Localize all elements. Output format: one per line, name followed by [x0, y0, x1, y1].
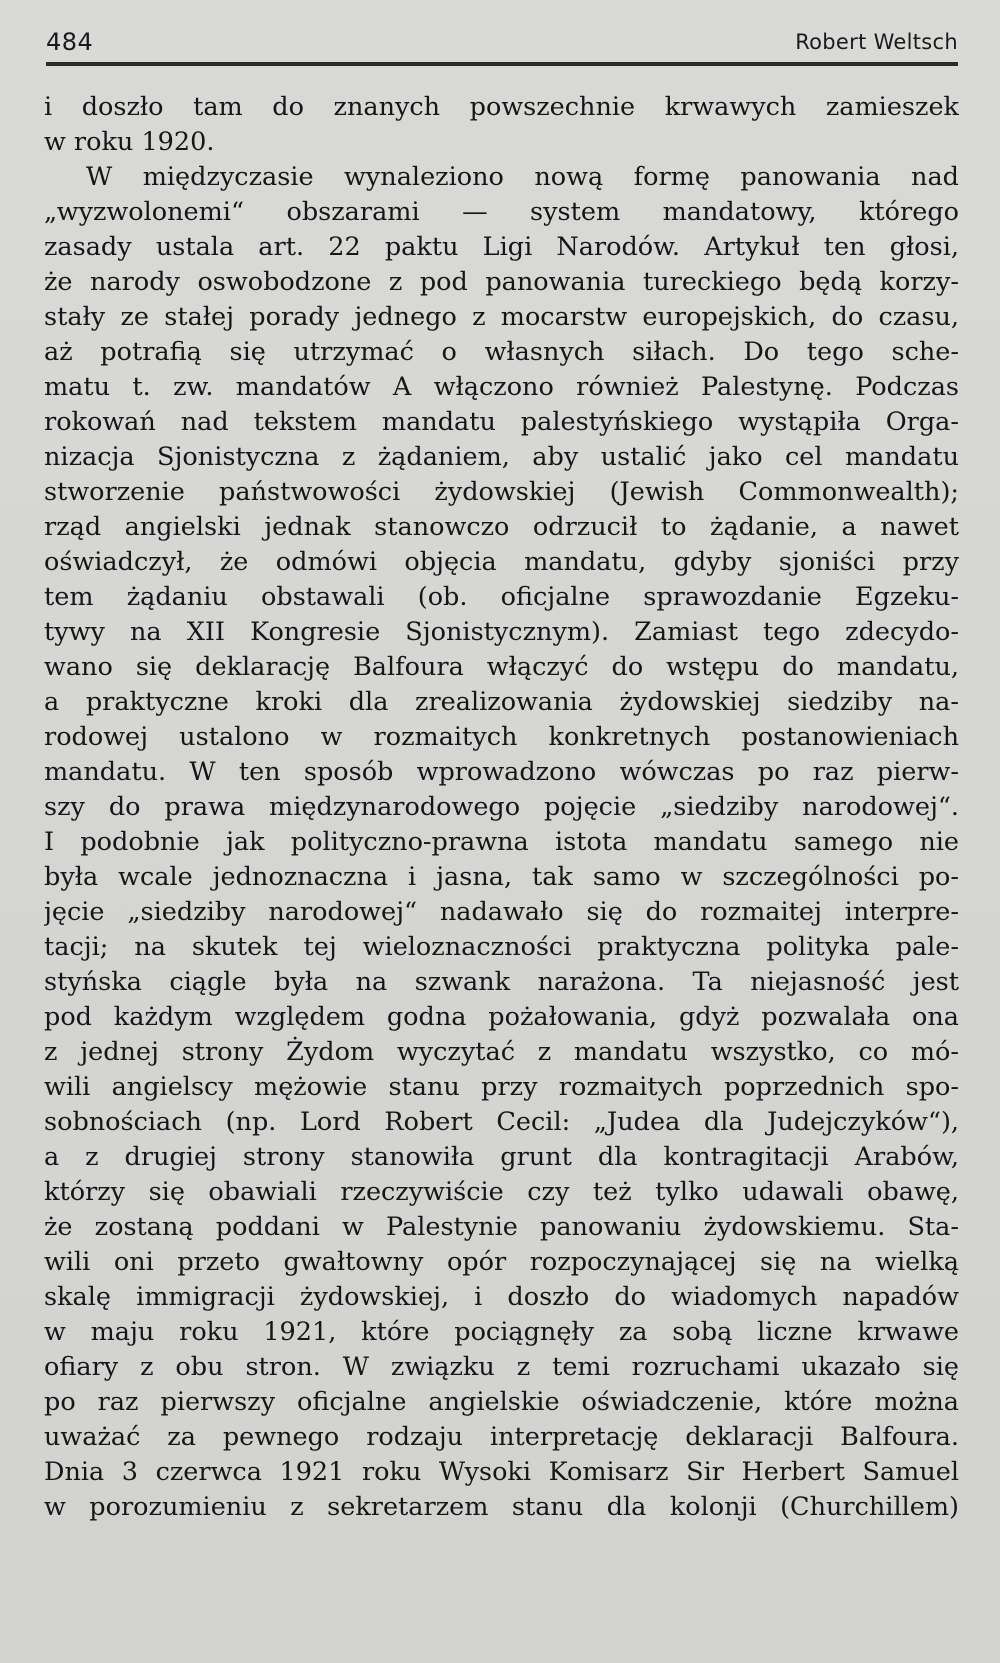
text-line: była wcale jednoznaczna i jasna, tak samo w szczególności po- — [44, 862, 959, 892]
text-line: jęcie „siedziby narodowej“ nadawało się do rozmaitej interpre- — [44, 897, 959, 927]
text-line: wili angielscy mężowie stanu przy rozmaitych poprzednich spo- — [44, 1072, 959, 1102]
text-line: W międzyczasie wynaleziono nową formę panowania nad — [86, 162, 959, 192]
text-line: tywy na XII Kongresie Sjonistycznym). Zamiast tego zdecydo- — [44, 617, 959, 647]
text-line: rodowej ustalono w rozmaitych konkretnych postanowieniach — [44, 722, 959, 752]
text-line: wili oni przeto gwałtowny opór rozpoczynającej się na wielką — [44, 1247, 959, 1277]
text-line: ofiary z obu stron. W związku z temi rozruchami ukazało się — [44, 1352, 959, 1382]
text-line: oświadczył, że odmówi objęcia mandatu, gdyby sjoniści przy — [44, 547, 959, 577]
text-line: zasady ustala art. 22 paktu Ligi Narodów. Artykuł ten głosi, — [44, 232, 959, 262]
running-head: Robert Weltsch — [795, 30, 958, 54]
text-line: uważać za pewnego rodzaju interpretację deklaracji Balfoura. — [44, 1422, 959, 1452]
text-line: z jednej strony Żydom wyczytać z mandatu wszystko, co mó- — [44, 1037, 959, 1067]
text-line: po raz pierwszy oficjalne angielskie oświadczenie, które można — [44, 1387, 959, 1417]
text-line: w maju roku 1921, które pociągnęły za sobą liczne krwawe — [44, 1317, 959, 1347]
text-line: tem żądaniu obstawali (ob. oficjalne sprawozdanie Egzeku- — [44, 582, 959, 612]
text-line: że narody oswobodzone z pod panowania tureckiego będą korzy- — [44, 267, 959, 297]
text-line: stały ze stałej porady jednego z mocarstw europejskich, do czasu, — [44, 302, 959, 332]
text-line: którzy się obawiali rzeczywiście czy też tylko udawali obawę, — [44, 1177, 959, 1207]
text-line: aż potrafią się utrzymać o własnych siłach. Do tego sche- — [44, 337, 959, 367]
text-line: Dnia 3 czerwca 1921 roku Wysoki Komisarz Sir Herbert Samuel — [44, 1457, 959, 1487]
text-line: w roku 1920. — [44, 127, 215, 157]
text-line: rokowań nad tekstem mandatu palestyńskiego wystąpiła Orga- — [44, 407, 959, 437]
text-line: skalę immigracji żydowskiej, i doszło do wiadomych napadów — [44, 1282, 959, 1312]
body-text — [44, 90, 959, 1525]
text-line: nizacja Sjonistyczna z żądaniem, aby ustalić jako cel mandatu — [44, 442, 959, 472]
text-line: że zostaną poddani w Palestynie panowaniu żydowskiemu. Sta- — [44, 1212, 959, 1242]
header-rule — [46, 62, 958, 66]
text-line: stworzenie państwowości żydowskiej (Jewish Commonwealth); — [44, 477, 959, 507]
text-line: a z drugiej strony stanowiła grunt dla kontragitacji Arabów, — [44, 1142, 959, 1172]
text-line: sobnościach (np. Lord Robert Cecil: „Judea dla Judejczyków“), — [44, 1107, 959, 1137]
page-number: 484 — [46, 28, 94, 56]
text-line: w porozumieniu z sekretarzem stanu dla kolonji (Churchillem) — [44, 1492, 959, 1522]
text-line: wano się deklarację Balfoura włączyć do wstępu do mandatu, — [44, 652, 959, 682]
text-line: „wyzwolonemi“ obszarami — system mandatowy, którego — [44, 197, 959, 227]
text-line: matu t. zw. mandatów A włączono również Palestynę. Podczas — [44, 372, 959, 402]
text-line: styńska ciągle była na szwank narażona. Ta niejasność jest — [44, 967, 959, 997]
text-line: mandatu. W ten sposób wprowadzono wówczas po raz pierw- — [44, 757, 959, 787]
page-header — [46, 22, 958, 62]
text-line: I podobnie jak polityczno-prawna istota mandatu samego nie — [44, 827, 959, 857]
text-line: szy do prawa międzynarodowego pojęcie „siedziby narodowej“. — [44, 792, 959, 822]
text-line: pod każdym względem godna pożałowania, gdyż pozwalała ona — [44, 1002, 959, 1032]
text-line: rząd angielski jednak stanowczo odrzucił to żądanie, a nawet — [44, 512, 959, 542]
text-line: tacji; na skutek tej wieloznaczności praktyczna polityka pale- — [44, 932, 959, 962]
text-line: a praktyczne kroki dla zrealizowania żydowskiej siedziby na- — [44, 687, 959, 717]
text-line: i doszło tam do znanych powszechnie krwawych zamieszek — [44, 92, 959, 122]
